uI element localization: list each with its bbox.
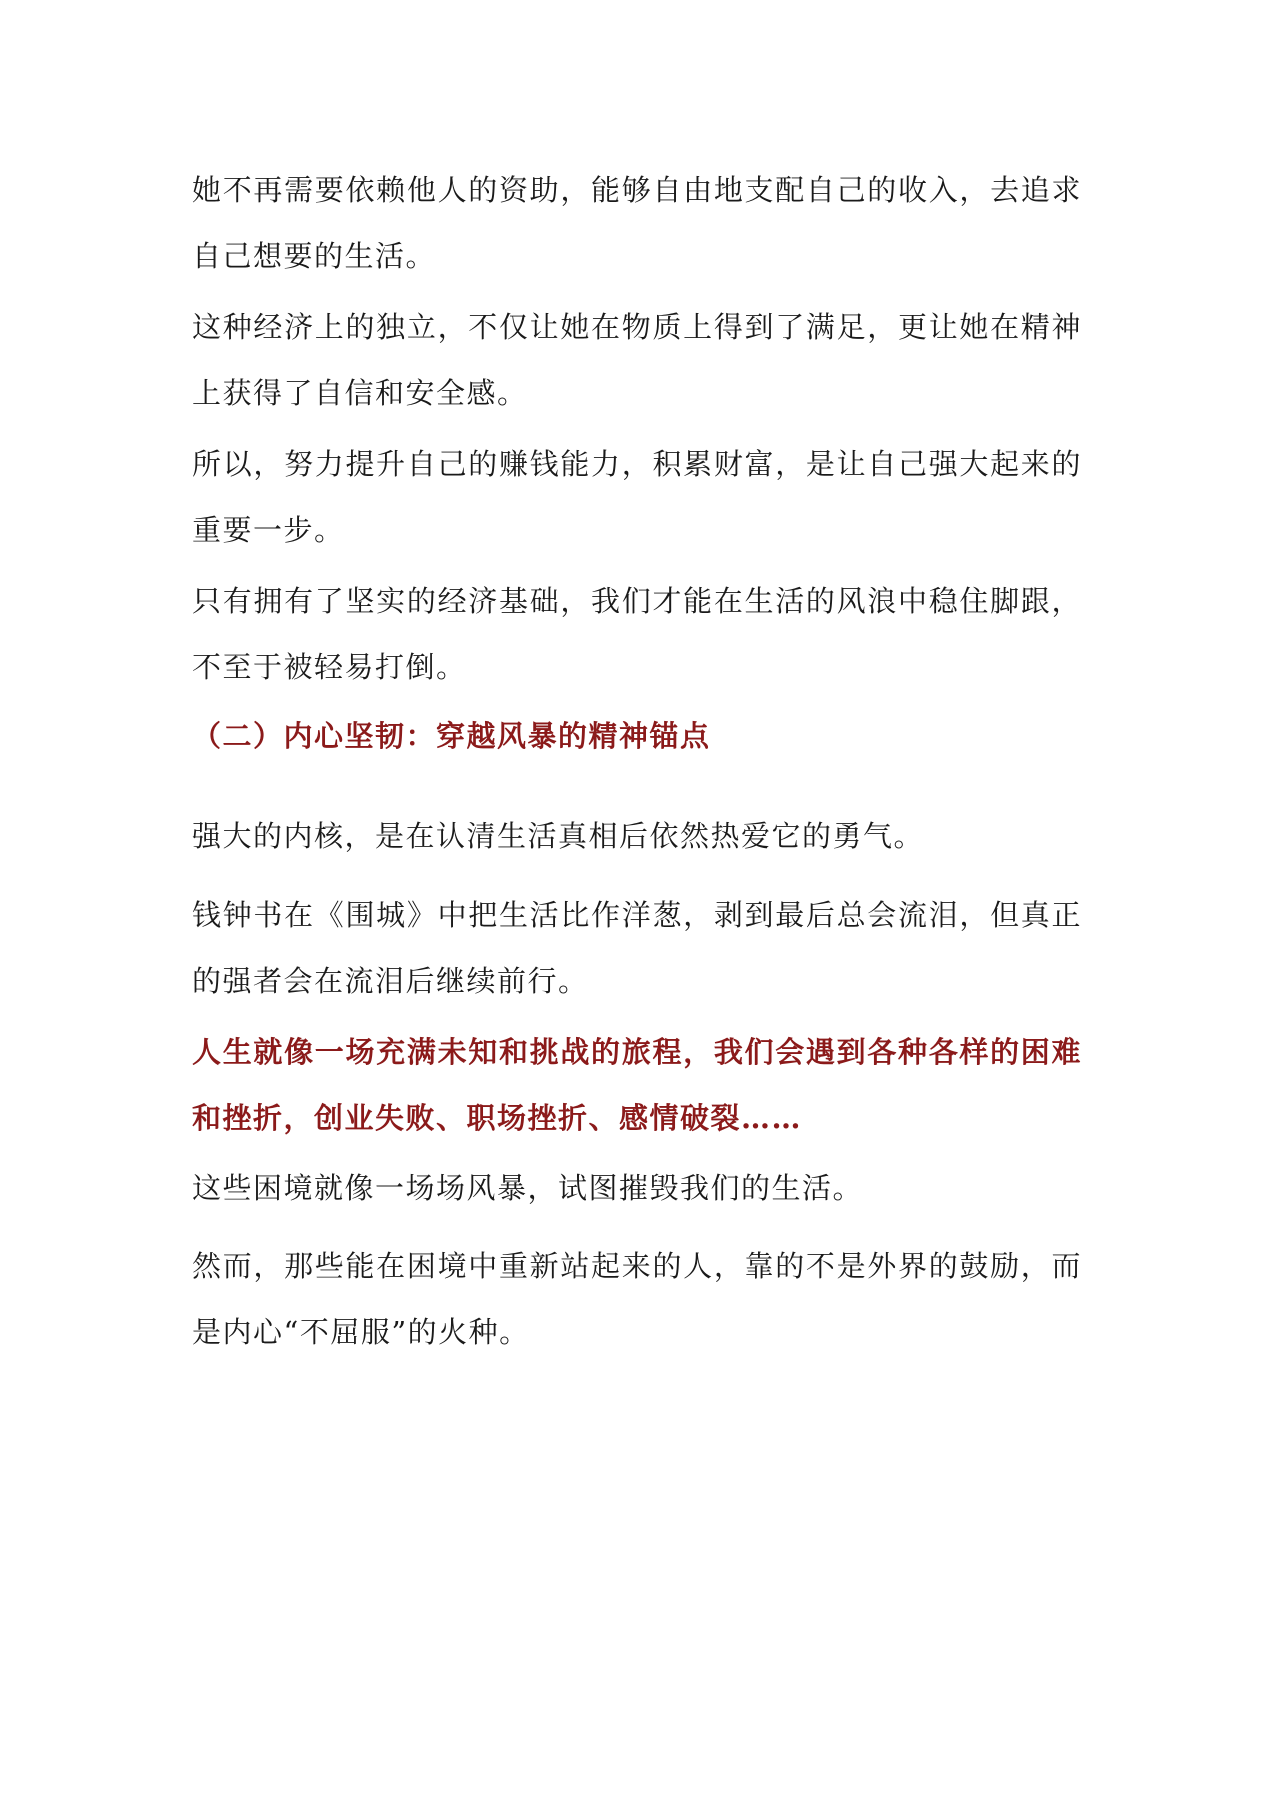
paragraph-storms: 这些困境就像一场场风暴，试图摧毁我们的生活。 — [192, 1171, 864, 1205]
paragraph-economic-independence: 这种经济上的独立，不仅让她在物质上得到了满足，更让她在精神上获得了自信和安全感。 — [192, 310, 1082, 410]
paragraph-fortress-besieged-quote: 钱钟书在《围城》中把生活比作洋葱，剥到最后总会流泪，但真正的强者会在流泪后继续前行。 — [192, 898, 1082, 998]
paragraph-earning-ability: 所以，努力提升自己的赚钱能力，积累财富，是让自己强大起来的重要一步。 — [192, 447, 1082, 547]
highlighted-paragraph-life-journey: 人生就像一场充满未知和挑战的旅程，我们会遇到各种各样的困难和挫折，创业失败、职场挫折、感情破裂…… — [192, 1035, 1082, 1135]
section-heading: （二）内心坚韧：穿越风暴的精神锚点 — [192, 719, 711, 753]
paragraph-economic-foundation: 只有拥有了坚实的经济基础，我们才能在生活的风浪中稳住脚跟，不至于被轻易打倒。 — [192, 584, 1082, 684]
paragraph-unyielding-spark: 然而，那些能在困境中重新站起来的人，靠的不是外界的鼓励，而是内心“不屈服”的火种。 — [192, 1249, 1082, 1349]
paragraph-inner-core: 强大的内核，是在认清生活真相后依然热爱它的勇气。 — [192, 819, 925, 853]
paragraph-financial-freedom: 她不再需要依赖他人的资助，能够自由地支配自己的收入，去追求自己想要的生活。 — [192, 173, 1082, 273]
